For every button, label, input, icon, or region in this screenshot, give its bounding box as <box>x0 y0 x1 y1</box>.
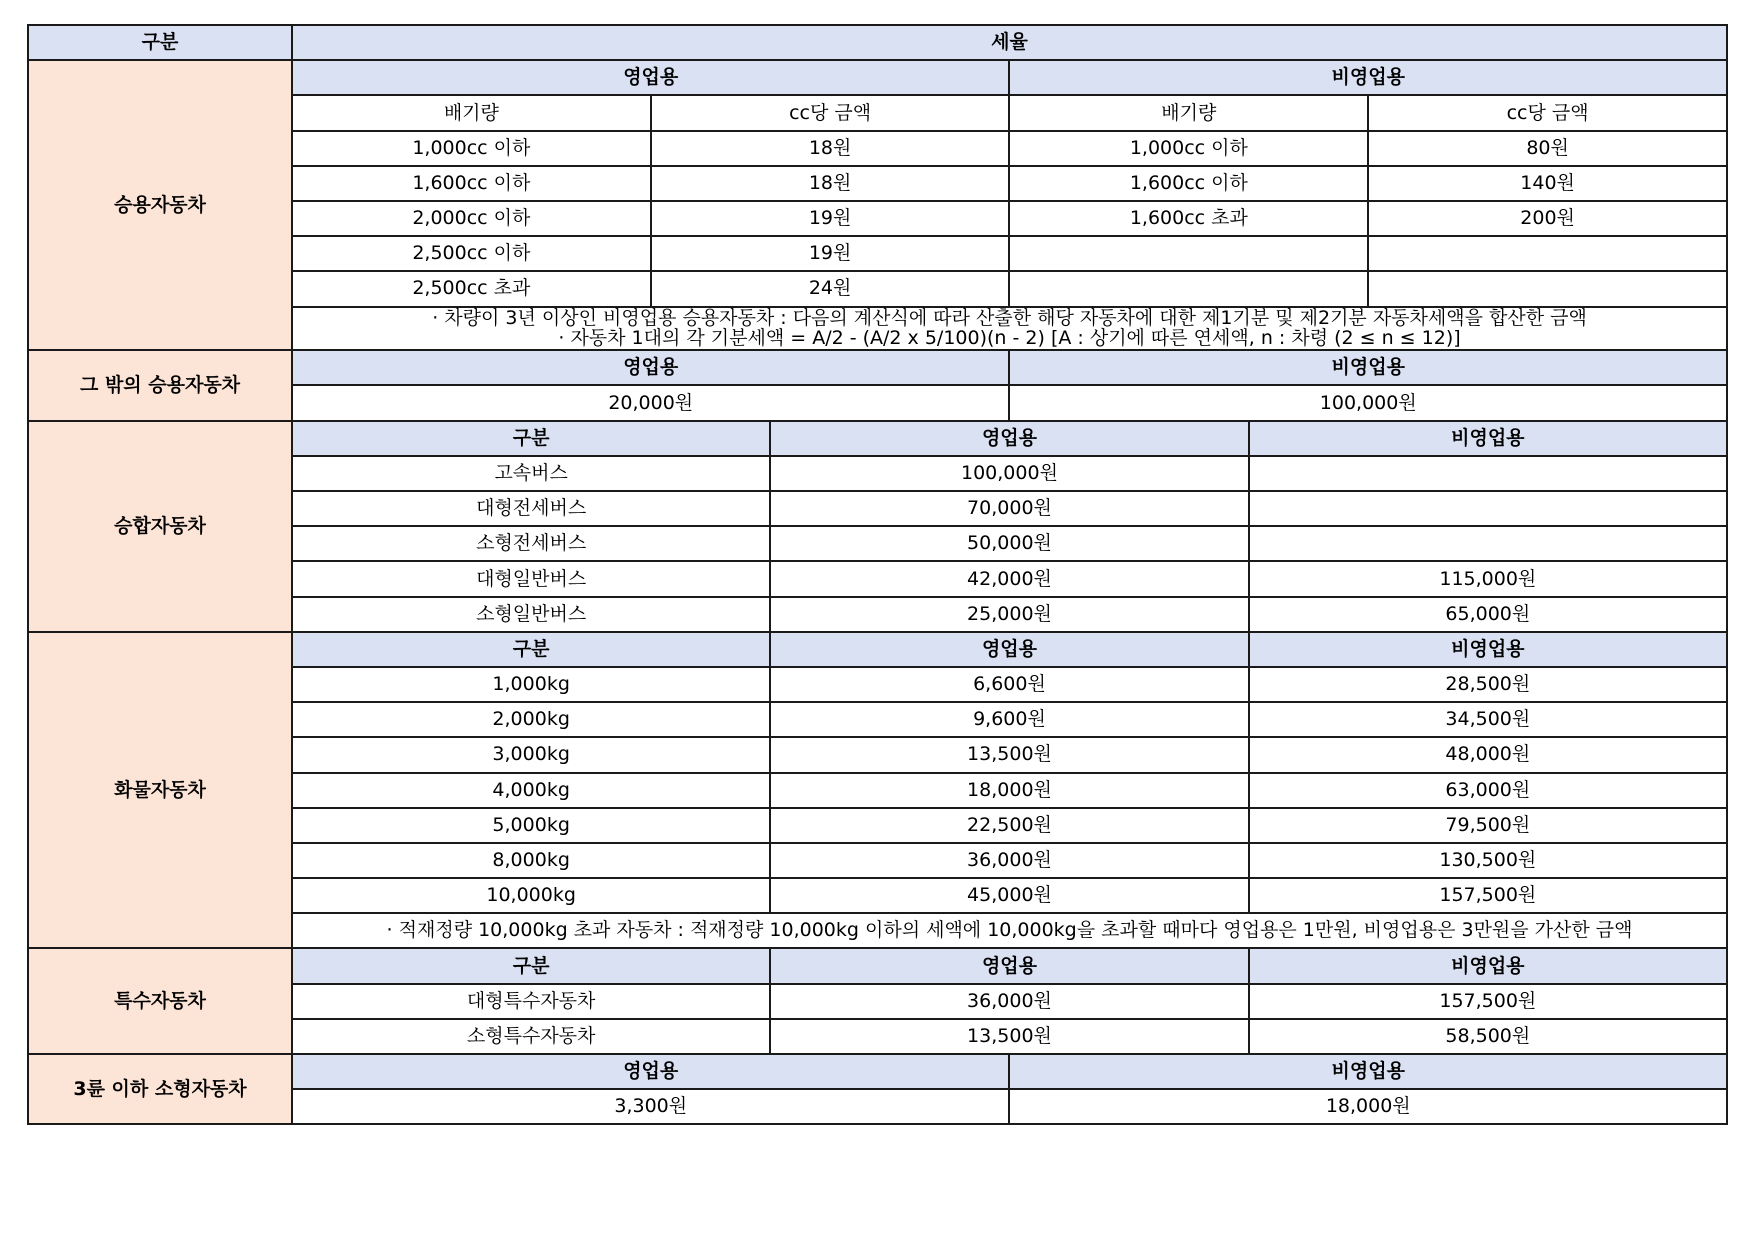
cell: 22,500원 <box>770 808 1248 843</box>
van-col-business: 영업용 <box>770 421 1248 456</box>
cell: 1,600cc 이하 <box>1009 166 1368 201</box>
cell: 48,000원 <box>1249 737 1727 772</box>
other-passenger-business-header: 영업용 <box>292 350 1009 385</box>
header-category: 구분 <box>28 25 292 60</box>
cell: 2,500cc 초과 <box>292 271 651 306</box>
cell <box>1249 491 1727 526</box>
three-wheel-header-row <box>28 1054 1727 1089</box>
cell: 24원 <box>651 271 1010 306</box>
cell: 45,000원 <box>770 878 1248 913</box>
passenger-header-row <box>28 60 1727 95</box>
header-tax-rate: 세율 <box>292 25 1727 60</box>
cell: 10,000kg <box>292 878 770 913</box>
passenger-nonbusiness-header: 비영업용 <box>1009 60 1727 95</box>
cell: 18원 <box>651 131 1010 166</box>
cell: 소형전세버스 <box>292 526 770 561</box>
cell: 13,500원 <box>770 737 1248 772</box>
cell: 5,000kg <box>292 808 770 843</box>
cell: 2,000kg <box>292 702 770 737</box>
special-header-row <box>28 948 1727 983</box>
cell: 157,500원 <box>1249 984 1727 1019</box>
note-line: · 차량이 3년 이상인 비영업용 승용자동차 : 다음의 계산식에 따라 산출한 해당 자동차에 대한 제1기분 및 제2기분 자동차세액을 합산한 금액 <box>432 306 1587 329</box>
cell: 1,600cc 이하 <box>292 166 651 201</box>
truck-col-business: 영업용 <box>770 632 1248 667</box>
cell: 소형특수자동차 <box>292 1019 770 1054</box>
truck-col-nonbusiness: 비영업용 <box>1249 632 1727 667</box>
cell <box>1009 271 1368 306</box>
cell: 25,000원 <box>770 597 1248 632</box>
cell <box>1368 271 1727 306</box>
special-col-nonbusiness: 비영업용 <box>1249 948 1727 983</box>
cell: 3,300원 <box>292 1089 1009 1124</box>
three-wheel-business-header: 영업용 <box>292 1054 1009 1089</box>
col-per-cc: cc당 금액 <box>1368 95 1727 130</box>
category-van: 승합자동차 <box>28 421 292 632</box>
cell: 36,000원 <box>770 843 1248 878</box>
truck-note: · 적재정량 10,000kg 초과 자동차 : 적재정량 10,000kg 이하의 세액에 10,000kg을 초과할 때마다 영업용은 1만원, 비영업용은 3만원을 가산한 금액 <box>292 913 1727 948</box>
cell: 42,000원 <box>770 561 1248 596</box>
cell: 대형전세버스 <box>292 491 770 526</box>
cell: 4,000kg <box>292 773 770 808</box>
van-col-category: 구분 <box>292 421 770 456</box>
cell: 1,000cc 이하 <box>1009 131 1368 166</box>
van-header-row <box>28 421 1727 456</box>
cell: 50,000원 <box>770 526 1248 561</box>
cell: 70,000원 <box>770 491 1248 526</box>
cell: 2,000cc 이하 <box>292 201 651 236</box>
category-special: 특수자동차 <box>28 948 292 1054</box>
other-passenger-header-row <box>28 350 1727 385</box>
cell: 19원 <box>651 236 1010 271</box>
cell: 1,000cc 이하 <box>292 131 651 166</box>
col-displacement: 배기량 <box>1009 95 1368 130</box>
cell <box>1368 236 1727 271</box>
cell: 63,000원 <box>1249 773 1727 808</box>
category-other-passenger: 그 밖의 승용자동차 <box>28 350 292 420</box>
passenger-business-header: 영업용 <box>292 60 1009 95</box>
cell: 200원 <box>1368 201 1727 236</box>
cell: 65,000원 <box>1249 597 1727 632</box>
cell: 19원 <box>651 201 1010 236</box>
cell: 8,000kg <box>292 843 770 878</box>
cell: 100,000원 <box>1009 385 1727 420</box>
special-col-category: 구분 <box>292 948 770 983</box>
cell: 9,600원 <box>770 702 1248 737</box>
cell: 79,500원 <box>1249 808 1727 843</box>
passenger-notes <box>292 307 1727 351</box>
vehicle-tax-rate-table <box>27 24 1728 1125</box>
cell <box>1249 456 1727 491</box>
cell: 1,600cc 초과 <box>1009 201 1368 236</box>
truck-col-category: 구분 <box>292 632 770 667</box>
col-per-cc: cc당 금액 <box>651 95 1010 130</box>
note-line: · 자동차 1대의 각 기분세액 = A/2 - (A/2 x 5/100)(n - 2) [A : 상기에 따른 연세액, n : 차령 (2 ≤ n ≤ 12)] <box>558 327 1461 350</box>
van-col-nonbusiness: 비영업용 <box>1249 421 1727 456</box>
other-passenger-nonbusiness-header: 비영업용 <box>1009 350 1727 385</box>
cell: 13,500원 <box>770 1019 1248 1054</box>
cell: 140원 <box>1368 166 1727 201</box>
cell: 6,600원 <box>770 667 1248 702</box>
cell: 18,000원 <box>770 773 1248 808</box>
cell: 115,000원 <box>1249 561 1727 596</box>
category-three-wheel: 3륜 이하 소형자동차 <box>28 1054 292 1124</box>
cell <box>1249 526 1727 561</box>
table-header-row <box>28 25 1727 60</box>
cell: 100,000원 <box>770 456 1248 491</box>
cell: 1,000kg <box>292 667 770 702</box>
col-displacement: 배기량 <box>292 95 651 130</box>
cell: 대형특수자동차 <box>292 984 770 1019</box>
cell: 157,500원 <box>1249 878 1727 913</box>
category-passenger: 승용자동차 <box>28 60 292 350</box>
cell: 18원 <box>651 166 1010 201</box>
cell: 소형일반버스 <box>292 597 770 632</box>
cell: 2,500cc 이하 <box>292 236 651 271</box>
special-col-business: 영업용 <box>770 948 1248 983</box>
cell: 고속버스 <box>292 456 770 491</box>
cell: 28,500원 <box>1249 667 1727 702</box>
truck-header-row <box>28 632 1727 667</box>
cell: 58,500원 <box>1249 1019 1727 1054</box>
cell: 80원 <box>1368 131 1727 166</box>
cell: 대형일반버스 <box>292 561 770 596</box>
cell: 20,000원 <box>292 385 1009 420</box>
cell: 130,500원 <box>1249 843 1727 878</box>
cell: 36,000원 <box>770 984 1248 1019</box>
cell: 18,000원 <box>1009 1089 1727 1124</box>
category-truck: 화물자동차 <box>28 632 292 949</box>
cell: 34,500원 <box>1249 702 1727 737</box>
cell: 3,000kg <box>292 737 770 772</box>
cell <box>1009 236 1368 271</box>
three-wheel-nonbusiness-header: 비영업용 <box>1009 1054 1727 1089</box>
